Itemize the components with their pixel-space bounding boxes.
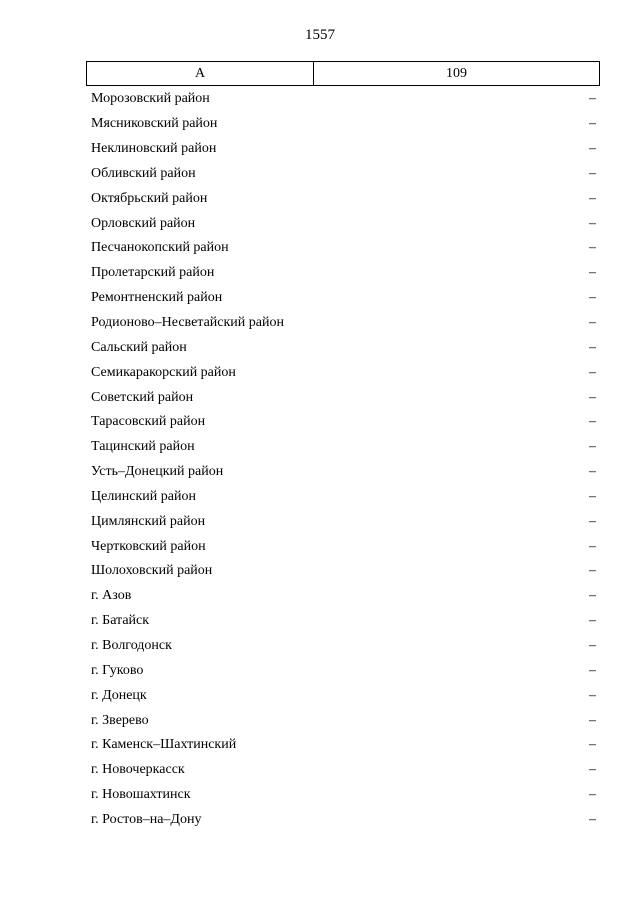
- row-name: Семикаракорский район: [91, 364, 236, 380]
- row-value: –: [589, 662, 596, 678]
- row-name: Неклиновский район: [91, 141, 217, 157]
- table-row: [86, 758, 600, 783]
- row-value: –: [589, 762, 596, 778]
- row-value: –: [589, 538, 596, 554]
- table-row: [86, 211, 600, 236]
- table-row: [86, 584, 600, 609]
- table-row: [86, 87, 600, 112]
- table-row: [86, 509, 600, 534]
- row-name: Шолоховский район: [91, 563, 213, 579]
- row-name: г. Зверево: [91, 712, 149, 728]
- table-row: [86, 435, 600, 460]
- table-row: [86, 708, 600, 733]
- row-value: –: [589, 215, 596, 231]
- table-row: [86, 335, 600, 360]
- row-name: г. Гуково: [91, 662, 144, 678]
- row-value: –: [589, 613, 596, 629]
- row-name: г. Новошахтинск: [91, 787, 191, 803]
- table-row: [86, 534, 600, 559]
- row-value: –: [589, 811, 596, 827]
- row-value: –: [589, 563, 596, 579]
- row-value: –: [589, 414, 596, 430]
- row-value: –: [589, 141, 596, 157]
- table-row: [86, 783, 600, 808]
- table-header: [86, 61, 600, 86]
- row-value: –: [589, 637, 596, 653]
- table-body: [86, 87, 600, 832]
- row-name: г. Донецк: [91, 687, 147, 703]
- row-name: г. Батайск: [91, 613, 150, 629]
- header-cell-109: 109: [446, 65, 467, 81]
- table-row: [86, 162, 600, 187]
- table-row: [86, 360, 600, 385]
- row-value: –: [589, 464, 596, 480]
- row-value: –: [589, 116, 596, 132]
- table-row: [86, 186, 600, 211]
- row-name: Ремонтненский район: [91, 290, 223, 306]
- row-value: –: [589, 737, 596, 753]
- row-name: Цимлянский район: [91, 513, 206, 529]
- row-name: Пролетарский район: [91, 265, 215, 281]
- row-value: –: [589, 687, 596, 703]
- row-value: –: [589, 240, 596, 256]
- table-row: [86, 485, 600, 510]
- row-name: Обливский район: [91, 165, 196, 181]
- table-row: [86, 261, 600, 286]
- row-name: г. Азов: [91, 588, 132, 604]
- table-row: [86, 658, 600, 683]
- row-value: –: [589, 165, 596, 181]
- table-row: [86, 286, 600, 311]
- row-name: г. Волгодонск: [91, 637, 172, 653]
- row-name: Тацинский район: [91, 439, 195, 455]
- row-name: г. Каменск–Шахтинский: [91, 737, 237, 753]
- table-row: [86, 460, 600, 485]
- row-value: –: [589, 389, 596, 405]
- row-name: Усть–Донецкий район: [91, 464, 224, 480]
- row-value: –: [589, 190, 596, 206]
- table-row: [86, 807, 600, 832]
- table-row: [86, 609, 600, 634]
- row-name: Орловский район: [91, 215, 196, 231]
- row-name: г. Ростов–на–Дону: [91, 811, 202, 827]
- row-name: Песчанокопский район: [91, 240, 229, 256]
- row-value: –: [589, 339, 596, 355]
- table-row: [86, 311, 600, 336]
- row-name: Октябрьский район: [91, 190, 208, 206]
- row-name: Родионово–Несветайский район: [91, 315, 284, 331]
- row-value: –: [589, 488, 596, 504]
- page-number: 1557: [305, 27, 335, 43]
- table-row: [86, 112, 600, 137]
- row-name: Чертковский район: [91, 538, 206, 554]
- row-name: Целинский район: [91, 488, 196, 504]
- row-value: –: [589, 588, 596, 604]
- header-cell-a: А: [87, 62, 314, 85]
- row-name: Мясниковский район: [91, 116, 218, 132]
- row-value: –: [589, 91, 596, 107]
- row-value: –: [589, 315, 596, 331]
- table-row: [86, 733, 600, 758]
- row-value: –: [589, 513, 596, 529]
- row-value: –: [589, 439, 596, 455]
- row-value: –: [589, 364, 596, 380]
- table-row: [86, 683, 600, 708]
- row-name: Советский район: [91, 389, 194, 405]
- table-row: [86, 634, 600, 659]
- row-name: г. Новочеркасск: [91, 762, 185, 778]
- row-name: Морозовский район: [91, 91, 210, 107]
- row-value: –: [589, 265, 596, 281]
- row-value: –: [589, 787, 596, 803]
- table-row: [86, 410, 600, 435]
- table-row: [86, 559, 600, 584]
- row-name: Тарасовский район: [91, 414, 206, 430]
- row-name: Сальский район: [91, 339, 187, 355]
- row-value: –: [589, 290, 596, 306]
- table-row: [86, 385, 600, 410]
- table-row: [86, 236, 600, 261]
- table-row: [86, 137, 600, 162]
- row-value: –: [589, 712, 596, 728]
